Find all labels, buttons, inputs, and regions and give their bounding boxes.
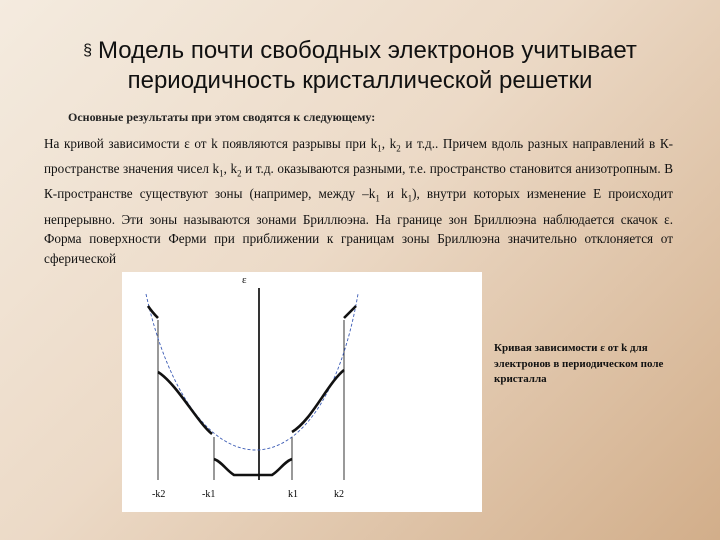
subscript: 1 (407, 194, 413, 205)
subtitle: Основные результаты при этом сводятся к следующему: (68, 110, 376, 124)
paragraph-text: и т.д. оказываются разными, т.е. пространство становится анизотропным. В К-пространстве существуют зоны (например, между –k (44, 161, 674, 202)
subscript: 1 (377, 143, 382, 154)
title-line-1 (40, 36, 680, 66)
subscript: 1 (219, 168, 224, 179)
subscript: 2 (396, 143, 401, 154)
tick-label-k2: k2 (334, 489, 344, 500)
band-diagram-svg (122, 272, 482, 512)
figure-caption: Кривая зависимости ε от k для электронов в периодическом поле кристалла (494, 342, 664, 385)
title-text-1: Модель почти свободных электронов учитывает (98, 37, 637, 64)
band-diagram (122, 272, 482, 512)
band-segment-first-zone (214, 459, 292, 475)
band-segment-second-left (158, 372, 212, 434)
paragraph-text: и k (379, 186, 408, 202)
slide-title (40, 36, 680, 96)
epsilon-axis-label: ε (242, 274, 247, 286)
title-line-2: периодичность кристаллической решетки (127, 67, 593, 94)
tick-label-minus-k2: -k2 (152, 489, 166, 500)
subscript: 2 (237, 168, 242, 179)
paragraph-text: ), внутри которых изменение Е происходит непрерывно. Эти зоны называются зонами Бриллюэна. На границе зон Бриллюэна наблюдается скачок ε. Форма поверхности Ферми при приближении к границам зоны Бриллюэна значительно отклоняется от сферической (44, 186, 674, 266)
subscript: 1 (375, 194, 380, 205)
tick-label-minus-k1: -k1 (202, 489, 216, 500)
paragraph-text: , k (381, 136, 397, 151)
tick-label-k1: k1 (288, 489, 298, 500)
band-segment-outer-left (148, 306, 158, 318)
paragraph-text: и т.д.. Причем вдоль разных направлений в К-пространстве значения чисел k (44, 136, 674, 177)
paragraph-text: , k (223, 161, 238, 177)
body-paragraph (44, 134, 673, 268)
free-electron-parabola (146, 294, 358, 450)
band-segment-outer-right (344, 306, 356, 318)
bullet-icon: § (83, 42, 93, 59)
paragraph-text: На кривой зависимости ε от k появляются разрывы при k (44, 136, 378, 151)
band-segment-second-right (292, 370, 344, 432)
